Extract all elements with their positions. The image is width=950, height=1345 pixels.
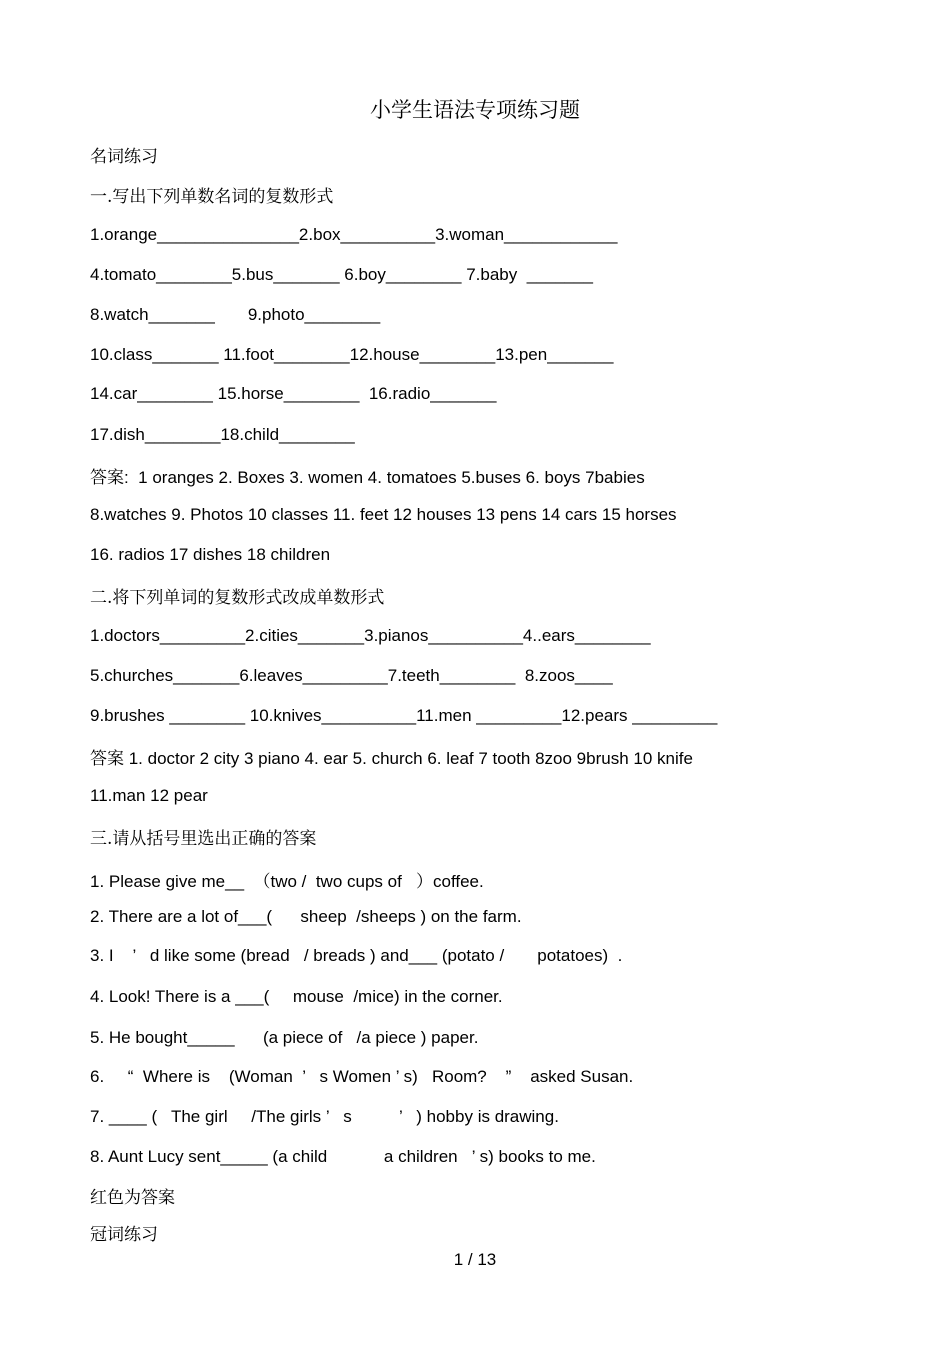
exercise-line: 2. There are a lot of___( sheep /sheeps ) on the farm. [90,907,522,926]
exercise-line: 8. Aunt Lucy sent_____ (a child a children ’ s) books to me. [90,1147,596,1166]
part1-heading: 一.写出下列单数名词的复数形式 [90,187,334,207]
exercise-line: 5. He bought_____ (a piece of /a piece ) paper. [90,1028,479,1047]
answer-line: 答案: 1 oranges 2. Boxes 3. women 4. tomatoes 5.buses 6. boys 7babies [90,468,645,487]
answer-line: 8.watches 9. Photos 10 classes 11. feet 12 houses 13 pens 14 cars 15 horses [90,505,677,524]
answer-note: 红色为答案 [90,1188,175,1208]
exercise-line: 1.doctors_________2.cities_______3.pianos__________4..ears________ [90,626,651,645]
exercise-line: 17.dish________18.child________ [90,425,355,444]
exercise-line: 4.tomato________5.bus_______ 6.boy________ 7.baby _______ [90,265,593,284]
next-section-title: 冠词练习 [90,1225,158,1245]
exercise-line: 10.class_______ 11.foot________12.house________13.pen_______ [90,345,614,364]
part2-heading: 二.将下列单词的复数形式改成单数形式 [90,588,385,608]
answer-line: 11.man 12 pear [90,786,208,805]
exercise-line: 7. ____ ( The girl /The girls ’ s ’ ) hobby is drawing. [90,1107,559,1126]
exercise-line: 6. “ Where is (Woman ’ s Women ’ s) Room? ” asked Susan. [90,1067,634,1086]
page-title: 小学生语法专项练习题 [370,98,580,122]
exercise-line: 8.watch_______ 9.photo________ [90,305,381,324]
part3-heading: 三.请从括号里选出正确的答案 [90,829,317,849]
answer-line: 答案 1. doctor 2 city 3 piano 4. ear 5. church 6. leaf 7 tooth 8zoo 9brush 10 knife [90,749,693,768]
exercise-line: 9.brushes ________ 10.knives__________11.men _________12.pears _________ [90,706,718,725]
page-number: 1 / 13 [453,1250,497,1269]
exercise-line: 1.orange_______________2.box__________3.woman____________ [90,225,618,244]
exercise-line: 3. I ’ d like some (bread / breads ) and___ (potato / potatoes) . [90,946,623,965]
answer-line: 16. radios 17 dishes 18 children [90,545,331,564]
exercise-line: 5.churches_______6.leaves_________7.teeth________ 8.zoos____ [90,666,613,685]
section-title: 名词练习 [90,147,158,167]
exercise-line: 4. Look! There is a ___( mouse /mice) in the corner. [90,987,503,1006]
exercise-line: 14.car________ 15.horse________ 16.radio_______ [90,384,497,403]
exercise-line: 1. Please give me__ （two / two cups of ）coffee. [90,872,484,891]
